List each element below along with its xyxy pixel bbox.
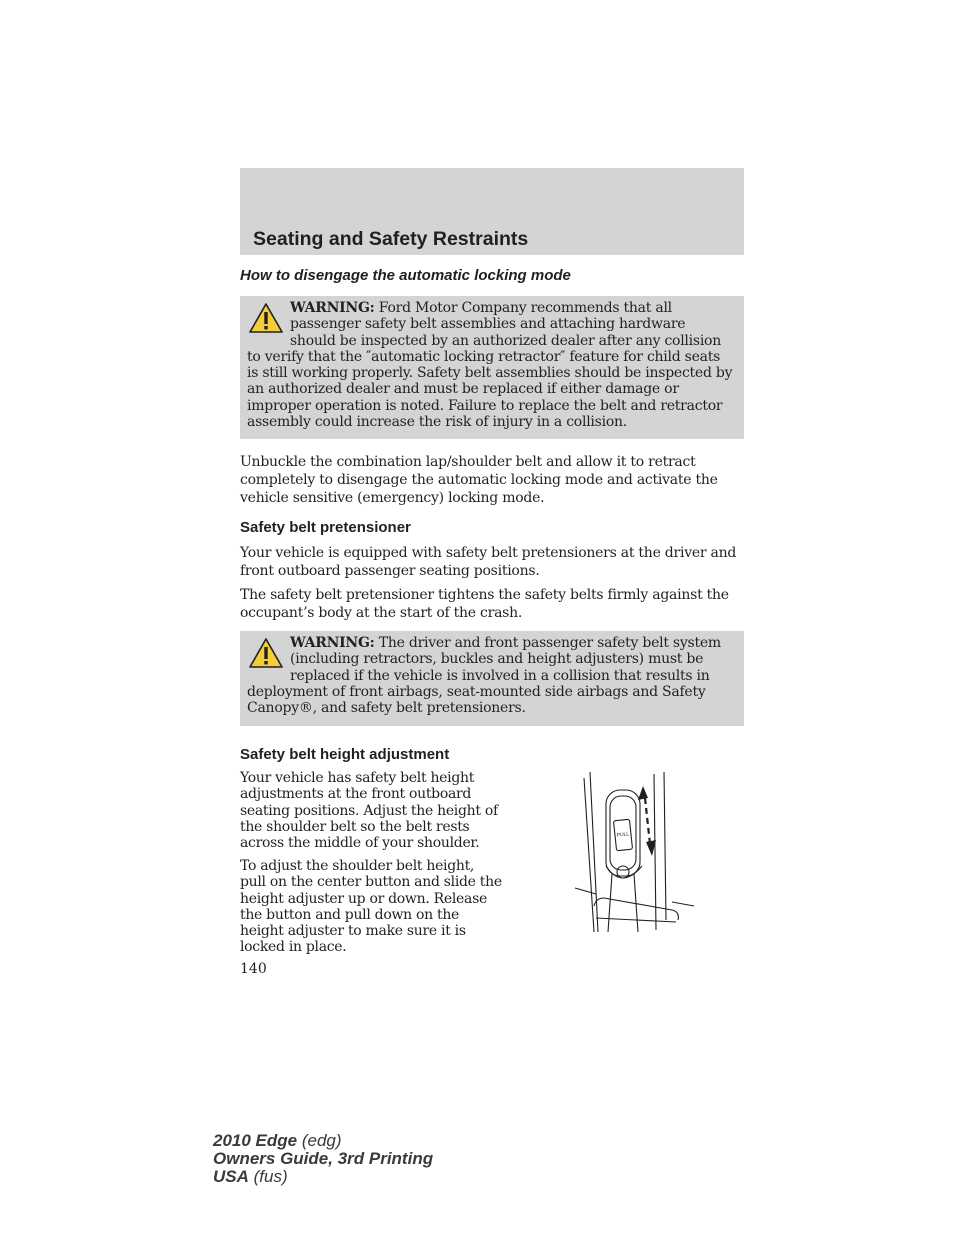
warning-body: The driver and front passenger safety belt system (including retractors, buckles and height adjusters) must be replaced if the vehicle is involved in a collision that results in deployment of front airbags, seat-mounted side airbags and Safety Canopy®, and safety belt pretensioners. — [247, 635, 721, 717]
warning-triangle-icon — [248, 302, 284, 334]
heading-height-adjustment: Safety belt height adjustment — [240, 746, 450, 763]
warning-box-locking-retractor — [240, 296, 744, 439]
warning-body: Ford Motor Company recommends that all passenger safety belt assemblies and attaching hardware should be inspected by an authorized dealer after any collision to verify that the ″automatic locking retractor″ feature for child seats is still working properly. Safety belt assemblies should be inspected by an authorized dealer and must be replaced if either damage or improper operation is noted. Failure to replace the belt and retractor assembly could increase the risk of injury in a collision. — [247, 300, 733, 431]
warning-text — [247, 300, 734, 430]
warning-box-belt-replacement — [240, 631, 744, 726]
paragraph-pretensioner-2: The safety belt pretensioner tightens the safety belts firmly against the occupant’s body at the start of the crash. — [240, 587, 729, 621]
warning-text — [247, 635, 734, 716]
paragraph-pretensioner-1: Your vehicle is equipped with safety belt pretensioners at the driver and front outboard passenger seating positions. — [240, 545, 737, 579]
heading-disengage-locking-mode: How to disengage the automatic locking mode — [240, 267, 571, 284]
section-title: Seating and Safety Restraints — [253, 228, 529, 250]
warning-triangle-icon — [248, 637, 284, 669]
paragraph-height-1: Your vehicle has safety belt height adjustments at the front outboard seating positions. Adjust the height of the shoulder belt so the belt rests across the middle of your shoulder. — [240, 770, 498, 852]
page-number: 140 — [240, 961, 267, 977]
warning-label: WARNING: — [290, 300, 375, 316]
footer-guide: Owners Guide, 3rd Printing — [213, 1149, 434, 1168]
belt-height-adjuster-illustration — [572, 770, 696, 936]
paragraph-height-2: To adjust the shoulder belt height, pull on the center button and slide the height adjuster up or down. Release the button and pull down on the height adjuster to make sure it is locked in place. — [240, 858, 502, 956]
footer-market-code: (fus) — [248, 1167, 288, 1186]
paragraph-unbuckle: Unbuckle the combination lap/shoulder belt and allow it to retract completely to disengage the automatic locking mode and activate the vehicle sensitive (emergency) locking mode. — [240, 454, 718, 506]
footer-model: 2010 Edge — [213, 1131, 298, 1150]
warning-label: WARNING: — [290, 635, 375, 651]
footer-print-info — [213, 1132, 433, 1186]
footer-market: USA — [213, 1167, 249, 1186]
footer-model-code: (edg) — [297, 1131, 342, 1150]
arrow-up-icon — [638, 786, 648, 800]
pull-button-label: PULL — [616, 831, 630, 839]
heading-pretensioner: Safety belt pretensioner — [240, 519, 411, 536]
